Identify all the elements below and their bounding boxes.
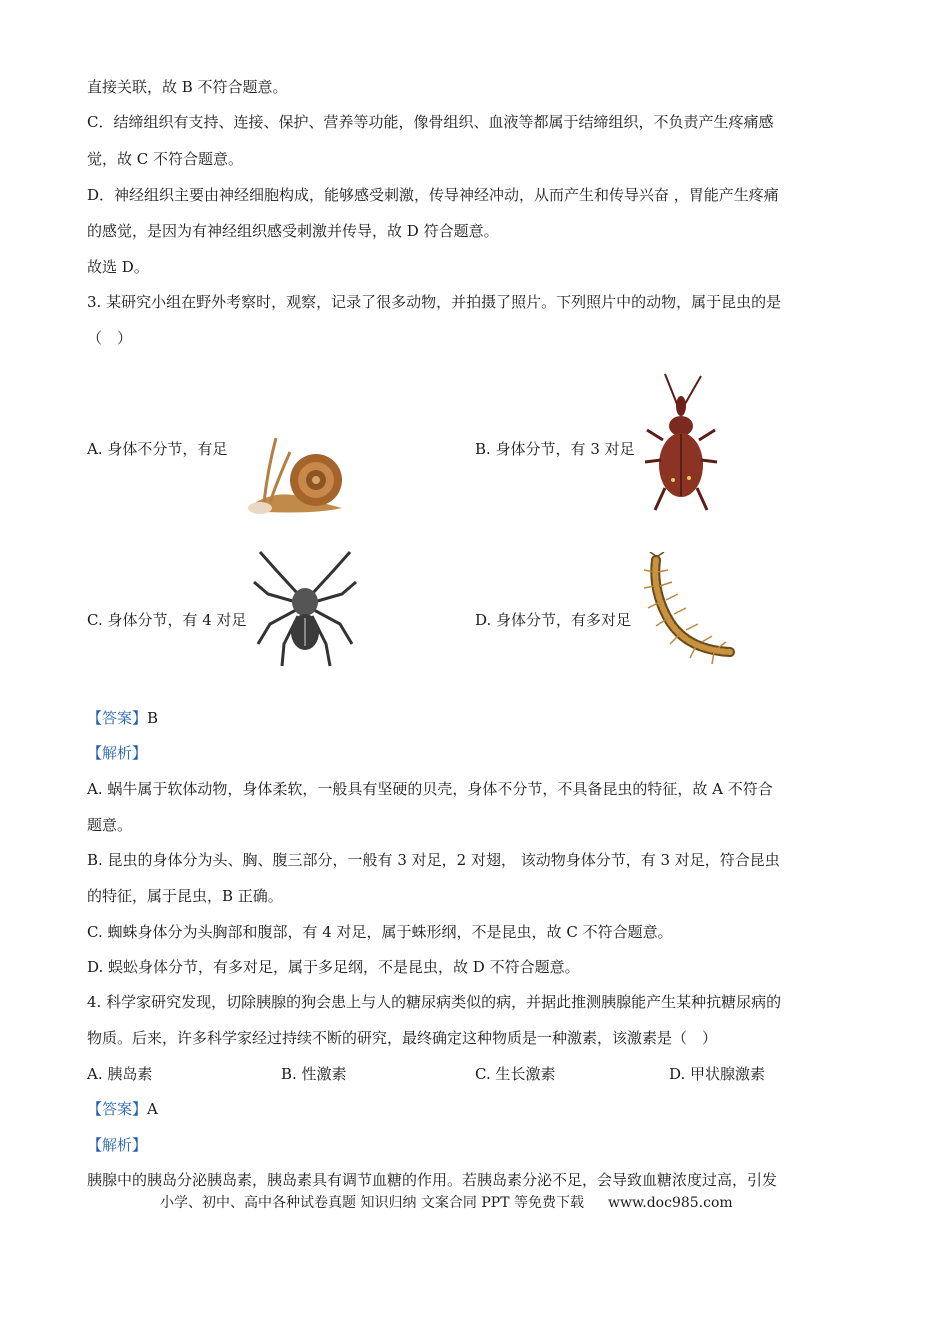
question-3-stem: 3. 某研究小组在野外考察时，观察，记录了很多动物，并拍摄了照片。下列照片中的动物，属于昆虫的是 <box>87 293 782 311</box>
q4-option-d: D. 甲状腺激素 <box>669 1065 766 1083</box>
q4-option-c: C. 生长激素 <box>475 1065 556 1083</box>
snail-image <box>246 428 350 516</box>
option-b-label: B. 身体分节，有 3 对足 <box>475 440 635 458</box>
text-line: 的感觉，是因为有神经组织感受刺激并传导，故 D 符合题意。 <box>87 222 499 240</box>
q4-analysis-label: 【解析】 <box>87 1136 148 1154</box>
q4-answer <box>87 1099 158 1119</box>
text-line: 故选 D。 <box>87 258 149 276</box>
text-line: 觉，故 C 不符合题意。 <box>87 150 244 168</box>
answer-value: B <box>147 709 159 727</box>
option-a-label: A. 身体不分节，有足 <box>87 440 228 458</box>
question-4-stem-cont: 物质。后来，许多科学家经过持续不断的研究，最终确定这种物质是一种激素，该激素是（ ） <box>87 1029 718 1047</box>
q3-answer <box>87 708 158 728</box>
option-d-label: D. 身体分节，有多对足 <box>475 611 632 629</box>
answer-label: 【答案】 <box>87 1100 148 1118</box>
footer-site-link[interactable]: www.doc985.com <box>607 1195 733 1211</box>
analysis-line: 题意。 <box>87 816 133 834</box>
analysis-line: D. 蜈蚣身体分节，有多对足，属于多足纲，不是昆虫，故 D 不符合题意。 <box>87 958 580 976</box>
question-4-stem: 4. 科学家研究发现，切除胰腺的狗会患上与人的糖尿病类似的病，并据此推测胰腺能产生某种抗糖尿病的 <box>87 993 782 1011</box>
answer-label: 【答案】 <box>87 709 148 727</box>
option-c-label: C. 身体分节，有 4 对足 <box>87 611 247 629</box>
q4-option-b: B. 性激素 <box>281 1065 347 1083</box>
question-3-bracket: （ ） <box>87 329 133 347</box>
analysis-line: C. 蜘蛛身体分为头胸部和腹部，有 4 对足，属于蛛形纲，不是昆虫，故 C 不符合题意。 <box>87 923 673 941</box>
text-line: C．结缔组织有支持、连接、保护、营养等功能，像骨组织、血液等都属于结缔组织，不负责产生疼痛感 <box>87 113 774 131</box>
analysis-line: A. 蜗牛属于软体动物，身体柔软，一般具有坚硬的贝壳，身体不分节，不具备昆虫的特征，故 A 不符合 <box>87 780 773 798</box>
analysis-line: 的特征，属于昆虫，B 正确。 <box>87 887 283 905</box>
q3-analysis-label: 【解析】 <box>87 744 148 762</box>
analysis-line: B. 昆虫的身体分为头、胸、腹三部分，一般有 3 对足，2 对翅， 该动物身体分节，有 3 对足，符合昆虫 <box>87 851 780 869</box>
answer-value: A <box>147 1100 158 1118</box>
q4-option-a: A. 胰岛素 <box>87 1065 153 1083</box>
centipede-image <box>642 552 738 672</box>
text-line: D．神经组织主要由神经细胞构成，能够感受刺激，传导神经冲动，从而产生和传导兴奋 ，胃能产生疼痛 <box>87 186 779 204</box>
spider-image <box>252 548 358 668</box>
weevil-image <box>643 370 719 514</box>
analysis-line: 胰腺中的胰岛分泌胰岛素，胰岛素具有调节血糖的作用。若胰岛素分泌不足，会导致血糖浓度过高，引发 <box>87 1171 778 1189</box>
text-line: 直接关联，故 B 不符合题意。 <box>87 78 288 96</box>
footer-text: 小学、初中、高中各种试卷真题 知识归纳 文案合同 PPT 等免费下载 <box>160 1195 584 1211</box>
page-footer <box>160 1192 733 1212</box>
